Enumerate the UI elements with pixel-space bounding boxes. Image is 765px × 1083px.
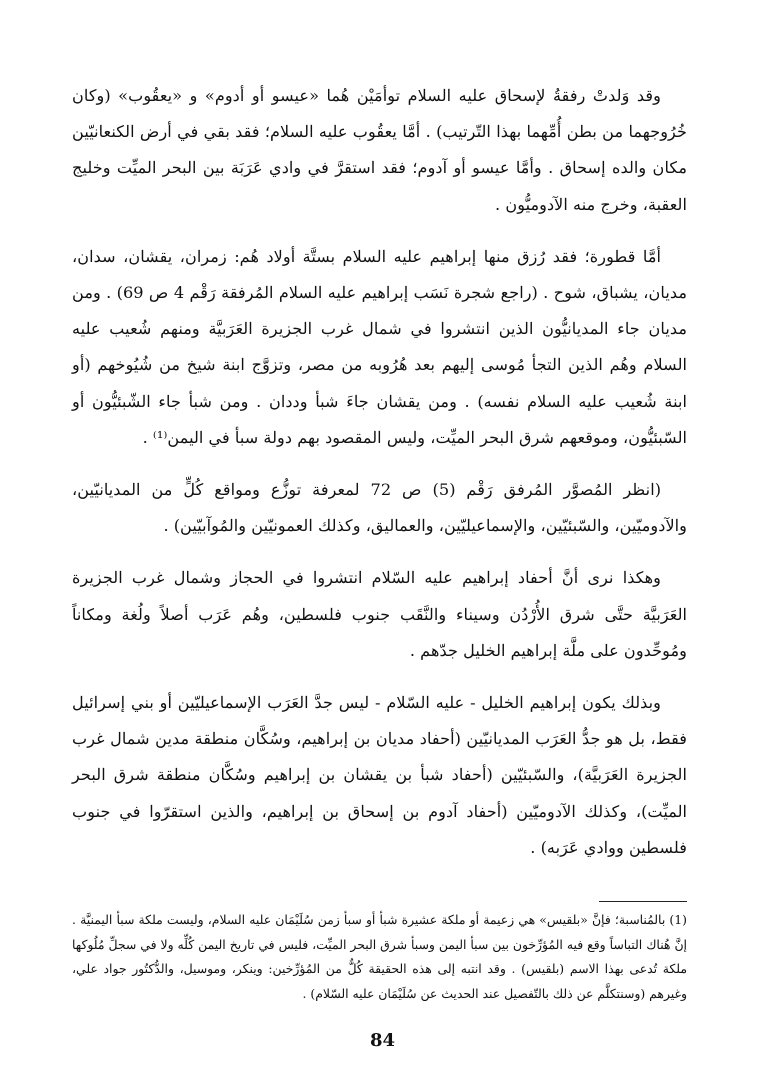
footnote: (1) بالمُناسبة؛ فإنَّ «بلقيس» هي زعيمة أو ملكة عشيرة شبأ أو سبأ زمن سُلَيْمَان عليه السلام، وليست ملكة سبأ اليمنيَّة . إنَّ هُناك التباساً وقع فيه المُؤرِّخون بين سبأ اليمن وسبأ شرق البحر الميِّت، فليس في تاريخ اليمن كُلِّه ولا في سجلِّ مُلُوكها ملكة تُدعى بهذا الاسم (بلقيس) . وقد انتبه إلى هذه الحقيقة كُلٌّ من المُؤرِّخين: وينكر، وموسيل، والدُّكتُور جواد علي، وغيرهم (وسنتكلَّم عن ذلك بالتّفصيل عند الحديث عن سُلَيْمَان عليه السّلام) .	[72, 912, 687, 1002]
paragraph-1: وقد وَلدتْ رفقةُ لإسحاق عليه السلام توأمَيْن هُما «عيسو أو أدوم» و «يعقُوب» (وكان خُرُوجهما من بطن أُمِّهما بهذا التّرتيب) . أمَّا يعقُوب عليه السلام؛ فقد بقي في أرض الكنعانيّين مكان والده إسحاق . وأمَّا عيسو أو آدوم؛ فقد استقرَّ في وادي عَرَبَة بين البحر الميِّت وخليج العقبة، وخرج منه الآدوميُّون .	[72, 86, 687, 214]
paragraph-5: وبذلك يكون إبراهيم الخليل - عليه السّلام - ليس جدَّ العَرَب الإسماعيليّين أو بني إسرائيل فقط، بل هو جدُّ العَرَب المديانيّين (أحفاد مديان بن إبراهيم، وسُكَّان منطقة مدين شمال غرب الجزيرة العَرَبيَّة)، والسّبئيّين (أحفاد شبأ بن يقشان بن إبراهيم وسُكَّان منطقة شرق البحر الميِّت)، وكذلك الآدوميّين (أحفاد آدوم بن إسحاق بن إبراهيم، والذين استقرّوا في جنوب فلسطين ووادي عَرَبه) .	[72, 693, 687, 857]
paragraph-2: أمَّا قطورة؛ فقد رُزق منها إبراهيم عليه السلام بستَّة أولاد هُم: زمران، يقشان، سدان، مديان، يشباق، شوح . (راجع شجرة نَسَب إبراهيم عليه السلام المُرفقة رَقْم 4 ص 69) . ومن مديان جاء المديانيُّون الذين انتشروا في شمال غرب الجزيرة العَرَبيَّة ومنهم شُعيب عليه السلام وهُم الذين التجأ مُوسى إليهم بعد هُرُوبه من مصر، وتزوَّج ابنة شيخ من شُيُوخهم (أو ابنة شُعيب عليه السلام نفسه) . ومن يقشان جاءَ شبأ وددان . ومن شبأ جاء الشّبئيُّون أو السّبئيُّون، وموقعهم شرق البحر الميِّت، وليس المقصود بهم دولة سبأ في اليمن⁽¹⁾ .	[72, 246, 687, 447]
paragraph-3: (انظر المُصوَّر المُرفق رَقْم (5) ص 72 لمعرفة توزُّع ومواقع كُلٍّ من المديانيّين، والآدوميّين، والسّبئيّين، والإسماعيليّين، والعماليق، وكذلك العمونيّين والمُوآبيّين) .	[72, 480, 687, 536]
footnote-divider	[599, 901, 687, 902]
paragraph-4: وهكذا نرى أنَّ أحفاد إبراهيم عليه السّلام انتشروا في الحجاز وشمال غرب الجزيرة العَرَبيَّة حتَّى شرق الأُرْدُن وسيناء والنَّقَب جنوب فلسطين، وهُم عَرَب أصلاً ولُغة ومكاناً ومُوحِّدون على ملَّة إبراهيم الخليل جدّهم .	[72, 568, 687, 660]
main-text	[72, 78, 687, 866]
page-number: 84	[369, 1030, 396, 1051]
